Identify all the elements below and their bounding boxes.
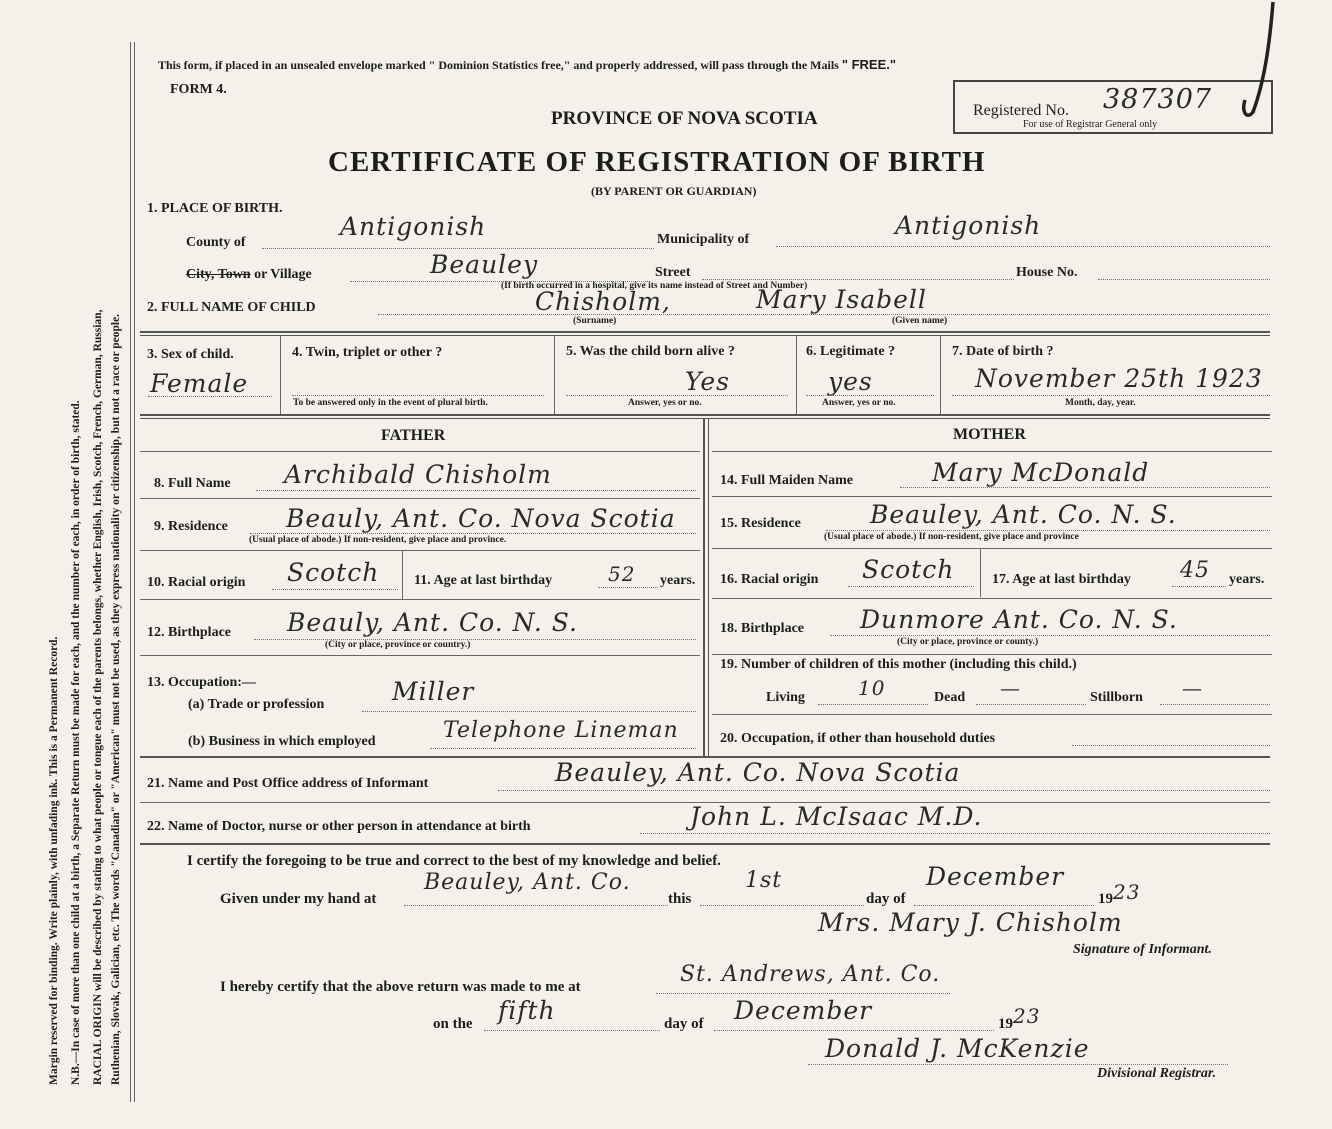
father-rule-4 (140, 655, 700, 656)
father-rule-1 (140, 498, 700, 499)
stillborn-line (1160, 704, 1270, 705)
mail-notice-text: This form, if placed in an unsealed envelope marked " Dominion Statistics free," and properly addressed, will pass through the Mails (158, 58, 839, 72)
village-value: Beauley (430, 250, 539, 279)
mother-residence-label: 15. Residence (720, 516, 801, 531)
father-birthplace-label: 12. Birthplace (147, 625, 231, 640)
father-age-value: 52 (608, 562, 636, 586)
informant-label: 21. Name and Post Office address of Informant (147, 776, 429, 791)
rule-above-row3b (140, 335, 1270, 336)
living-value: 10 (858, 676, 886, 700)
col-div-3 (796, 336, 797, 414)
trade-label: (a) Trade or profession (188, 697, 325, 712)
father-heading: FATHER (381, 427, 446, 444)
father-rule-2 (140, 550, 700, 551)
given-place-line (404, 905, 668, 906)
certify-year-value: 23 (1113, 880, 1141, 904)
father-name-value: Archibald Chisholm (284, 460, 552, 489)
mother-birthplace-value: Dunmore Ant. Co. N. S. (860, 605, 1178, 634)
mother-rule-1 (712, 496, 1272, 497)
mother-age-value: 45 (1180, 558, 1210, 583)
registrar-signature: Donald J. McKenzie (825, 1034, 1090, 1063)
alive-line (566, 395, 788, 396)
business-value: Telephone Lineman (443, 718, 679, 743)
stillborn-label: Stillborn (1090, 690, 1143, 705)
legitimate-note: Answer, yes or no. (822, 398, 896, 408)
mother-birth-line (830, 635, 1270, 636)
business-line (430, 748, 696, 749)
father-age-unit: years. (660, 573, 696, 588)
registrar-month-line (714, 1030, 994, 1031)
rule-above-parents-b (140, 418, 1270, 419)
place-of-birth-heading: 1. PLACE OF BIRTH. (147, 201, 283, 216)
child-name-line (378, 314, 1270, 315)
form-number: FORM 4. (170, 82, 227, 97)
given-place-value: Beauley, Ant. Co. (424, 870, 631, 895)
registrar-sign-line (808, 1064, 1228, 1065)
margin-rule-2 (134, 42, 135, 1102)
mother-rule-2 (712, 548, 1272, 549)
registered-label: Registered No. (973, 102, 1069, 119)
date-of-birth-label: 7. Date of birth ? (952, 344, 1054, 359)
mother-residence-value: Beauley, Ant. Co. N. S. (870, 500, 1177, 529)
county-value: Antigonish (340, 212, 487, 241)
street-label: Street (655, 265, 691, 280)
father-residence-note: (Usual place of abode.) If non-resident, give place and province. (249, 535, 507, 545)
mother-name-line (900, 487, 1270, 488)
registrar-note: For use of Registrar General only (1023, 119, 1158, 130)
twin-line (292, 395, 544, 396)
informant-signature: Mrs. Mary J. Chisholm (818, 908, 1123, 937)
certificate-subtitle: (BY PARENT OR GUARDIAN) (591, 184, 757, 198)
rule-above-parents (140, 414, 1270, 416)
mother-occupation-label: 20. Occupation, if other than household duties (720, 731, 996, 746)
given-name-caption: (Given name) (892, 316, 948, 326)
mother-residence-note: (Usual place of abode.) If non-resident, give place and province (824, 532, 1079, 542)
mother-race-label: 16. Racial origin (720, 572, 819, 587)
father-birthplace-note: (City or place, province or country.) (325, 640, 471, 650)
mother-name-label: 14. Full Maiden Name (720, 473, 853, 488)
registrar-statement: I hereby certify that the above return was made to me at (220, 979, 581, 995)
trade-value: Miller (392, 677, 475, 706)
certify-statement: I certify the foregoing to be true and correct to the best of my knowledge and belief. (187, 853, 721, 869)
village-label: or Village (250, 267, 312, 282)
free-text: " FREE." (841, 57, 897, 72)
father-race-label: 10. Racial origin (147, 575, 246, 590)
margin-rule (130, 42, 131, 1102)
mother-birthplace-label: 18. Birthplace (720, 621, 804, 636)
this-label: this (668, 891, 692, 907)
house-no-label: House No. (1016, 265, 1078, 280)
mother-occ-line (1072, 745, 1270, 746)
mother-rule-5 (712, 714, 1272, 715)
rule-above-row3 (140, 331, 1270, 333)
county-line (262, 248, 654, 249)
trade-line (362, 711, 696, 712)
dob-line (952, 395, 1270, 396)
children-count-label: 19. Number of children of this mother (including this child.) (720, 657, 1077, 672)
county-label: County of (186, 235, 246, 250)
father-birth-line (254, 639, 696, 640)
registrar-caption: Divisional Registrar. (1097, 1066, 1217, 1081)
father-rule-3 (140, 599, 700, 600)
racial-origin-note-2: Ruthenian, Slovak, Galician, etc. The words "Canadian" or "American" must not be used, as they express nationality or citizenship, but not a race or people. (110, 313, 122, 1085)
born-alive-label: 5. Was the child born alive ? (566, 344, 735, 359)
twin-label: 4. Twin, triplet or other ? (292, 345, 443, 360)
registrar-month-value: December (734, 996, 873, 1025)
registrar-year-value: 23 (1013, 1004, 1041, 1028)
mother-heading: MOTHER (953, 426, 1026, 443)
plural-birth-note: N.B.—In case of more than one child at a birth, a Separate Return must be made for each, and the number of each, in order of birth, stated. (70, 400, 82, 1085)
registrar-year-prefix: 19 (998, 1016, 1013, 1032)
father-race-line (272, 589, 398, 590)
city-village-label (186, 267, 312, 283)
business-label: (b) Business in which employed (188, 734, 376, 749)
house-line (1098, 279, 1270, 280)
dead-value: — (1000, 676, 1021, 700)
certify-month-value: December (926, 862, 1065, 891)
rule-above-certify (140, 843, 1270, 845)
mother-age-unit: years. (1229, 572, 1265, 587)
stillborn-value: — (1182, 676, 1203, 700)
legit-line (806, 395, 934, 396)
registrar-day-of-label: day of (664, 1016, 704, 1032)
father-age-line (598, 587, 658, 588)
col-div-4 (940, 336, 941, 414)
father-res-line (250, 533, 696, 534)
certify-day-of-label: day of (866, 891, 906, 907)
registered-number: 387307 (1103, 84, 1213, 115)
city-town-struck: City, Town (186, 267, 251, 282)
certificate-title: CERTIFICATE OF REGISTRATION OF BIRTH (328, 146, 986, 178)
father-name-line (256, 490, 696, 491)
binding-note: Margin reserved for binding. Write plainly, with unfading ink. This is a Permanent Record. (48, 636, 60, 1085)
mail-notice (158, 57, 896, 73)
given-under-label: Given under my hand at (220, 891, 377, 907)
street-line (702, 279, 1014, 280)
month-line (914, 905, 1094, 906)
mother-res-line (826, 530, 1270, 531)
father-name-label: 8. Full Name (154, 476, 231, 491)
informant-line (498, 790, 1270, 791)
parents-divider (703, 418, 705, 758)
father-race-div (402, 551, 403, 599)
surname-caption: (Surname) (573, 316, 617, 326)
registrar-day-line (484, 1030, 660, 1031)
child-given-name: Mary Isabell (756, 285, 927, 314)
father-residence-label: 9. Residence (154, 519, 228, 534)
col-div-1 (280, 336, 281, 414)
doctor-label: 22. Name of Doctor, nurse or other person in attendance at birth (147, 819, 531, 834)
parents-divider-b (708, 418, 709, 758)
day-line (700, 905, 864, 906)
father-birthplace-value: Beauly, Ant. Co. N. S. (287, 608, 578, 637)
sex-line (148, 396, 272, 397)
registrar-place-value: St. Andrews, Ant. Co. (680, 962, 941, 987)
born-alive-note: Answer, yes or no. (628, 398, 702, 408)
father-occupation-label: 13. Occupation:— (147, 675, 256, 690)
doctor-value: John L. McIsaac M.D. (690, 802, 983, 831)
certify-day-value: 1st (745, 868, 783, 893)
municipality-label: Municipality of (657, 232, 750, 247)
date-of-birth-value: November 25th 1923 (975, 364, 1263, 393)
child-name-label: 2. FULL NAME OF CHILD (147, 300, 316, 315)
municipality-line (776, 246, 1270, 247)
living-line (818, 704, 928, 705)
father-residence-value: Beauly, Ant. Co. Nova Scotia (286, 504, 676, 533)
father-race-value: Scotch (287, 558, 380, 587)
father-age-label: 11. Age at last birthday (414, 573, 553, 588)
born-alive-value: Yes (685, 367, 730, 396)
dead-line (976, 704, 1086, 705)
legitimate-value: yes (828, 367, 873, 396)
informant-value: Beauley, Ant. Co. Nova Scotia (555, 758, 961, 787)
mother-race-line (848, 586, 974, 587)
dead-label: Dead (934, 690, 966, 705)
mother-rule-4 (712, 654, 1272, 655)
on-the-label: on the (433, 1016, 473, 1032)
mother-age-label: 17. Age at last birthday (992, 572, 1131, 587)
mother-race-div (980, 549, 981, 597)
mother-race-value: Scotch (862, 555, 955, 584)
signature-caption: Signature of Informant. (1073, 942, 1212, 957)
sex-value: Female (150, 369, 249, 398)
mother-heading-rule (712, 451, 1272, 452)
racial-origin-note-1: RACIAL ORIGIN will be described by stating to what people or tongue each of the parents belongs, whether English, Irish, Scotch, French, German, Russian, (92, 309, 104, 1085)
municipality-value: Antigonish (895, 211, 1042, 240)
mother-rule-3 (712, 598, 1272, 599)
registrar-day-value: fifth (498, 996, 556, 1025)
doctor-line (640, 833, 1270, 834)
sex-label: 3. Sex of child. (147, 347, 234, 362)
child-surname: Chisholm, (535, 287, 671, 316)
legitimate-label: 6. Legitimate ? (806, 344, 896, 359)
father-heading-rule (140, 451, 700, 452)
hospital-note: (If birth occurred in a hospital, give its name instead of Street and Number) (501, 281, 808, 291)
mother-age-line (1172, 586, 1226, 587)
registrar-place-line (656, 993, 950, 994)
col-div-2 (554, 336, 555, 414)
mother-birthplace-note: (City or place, province or county.) (897, 637, 1039, 647)
mother-name-value: Mary McDonald (932, 458, 1150, 487)
twin-note: To be answered only in the event of plural birth. (293, 398, 488, 408)
certify-year-prefix: 19 (1098, 891, 1113, 907)
living-label: Living (766, 690, 805, 705)
corner-pen-mark (1225, 0, 1285, 130)
date-of-birth-note: Month, day, year. (1065, 398, 1136, 408)
province-heading: PROVINCE OF NOVA SCOTIA (551, 108, 818, 129)
